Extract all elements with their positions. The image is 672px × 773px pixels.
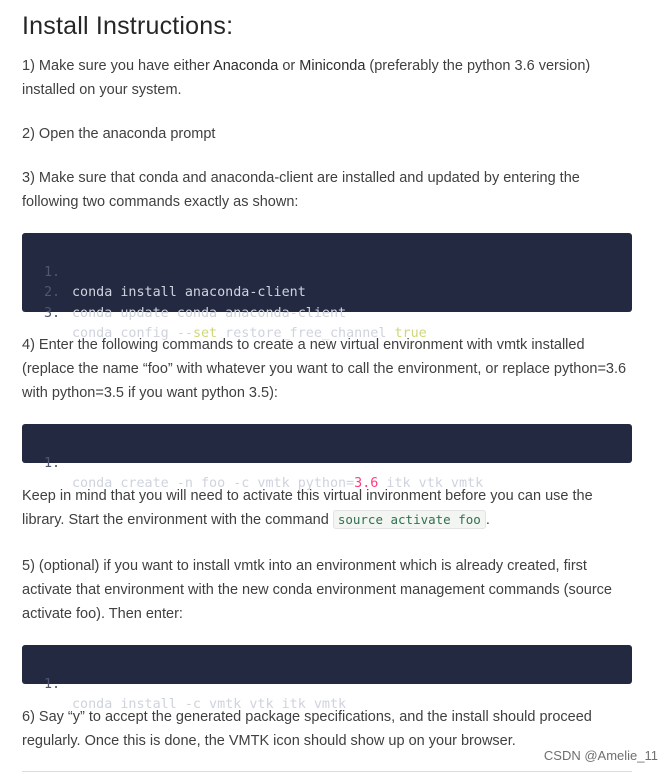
divider: [22, 771, 632, 772]
line-number: 1.: [44, 455, 61, 471]
watermark: CSDN @Amelie_11: [543, 748, 658, 763]
step-1-paragraph: 1) Make sure you have either Anaconda or Miniconda (preferably the python 3.6 version) installed on your system.: [22, 58, 591, 98]
code-text: conda install -c vmtk vtk itk vmtk: [72, 697, 347, 712]
number-token: 3.6: [354, 476, 379, 491]
step-4-paragraph: 4) Enter the following commands to create a new virtual environment with vmtk installed (replace the name “foo” with whatever you want to call the environment, or replace python=3.6 with python=3.5 if you want python 3.5):: [22, 337, 627, 401]
step-2-paragraph: 2) Open the anaconda prompt: [22, 126, 216, 142]
step-6-paragraph: 6) Say “y” to accept the generated package specifications, and the install should proceed regularly. Once this is done, the VMTK icon should show up on your browser.: [22, 709, 592, 749]
code-text: conda config --set restore_free_channel true: [72, 326, 427, 341]
inline-code: source activate foo: [333, 510, 486, 529]
line-number: 1.: [44, 264, 61, 280]
code-block-create-env: [22, 424, 632, 491]
code-block-update-commands: [22, 233, 632, 341]
line-number: 1.: [44, 676, 61, 692]
step-5-paragraph: 5) (optional) if you want to install vmtk into an environment which is already created, first activate that environment with the new conda environment management commands (source activate foo). Then enter:: [22, 558, 612, 622]
anaconda-link[interactable]: Anaconda: [213, 58, 279, 74]
code-text: conda update conda anaconda-client: [72, 305, 347, 321]
miniconda-link[interactable]: Miniconda: [299, 58, 366, 74]
activate-note-paragraph: Keep in mind that you will need to activate this virtual invironment before you can use the library. Start the environment with the command source activate foo .: [22, 488, 593, 528]
line-number: 2.: [44, 285, 61, 300]
code-block-install-vmtk: [22, 645, 632, 712]
keyword-token: true: [394, 326, 427, 341]
code-text: conda install anaconda-client: [72, 285, 306, 300]
keyword-token: set: [192, 326, 218, 341]
code-line: [22, 654, 632, 712]
code-line: [22, 242, 632, 300]
line-number: 3.: [44, 305, 61, 321]
page-title: Install Instructions:: [22, 12, 234, 40]
code-text: conda create -n foo -c vmtk python=3.6 itk vtk vmtk: [72, 476, 484, 491]
step-3-paragraph: 3) Make sure that conda and anaconda-client are installed and updated by entering the following two commands exactly as shown:: [22, 170, 580, 210]
code-line: [22, 433, 632, 491]
